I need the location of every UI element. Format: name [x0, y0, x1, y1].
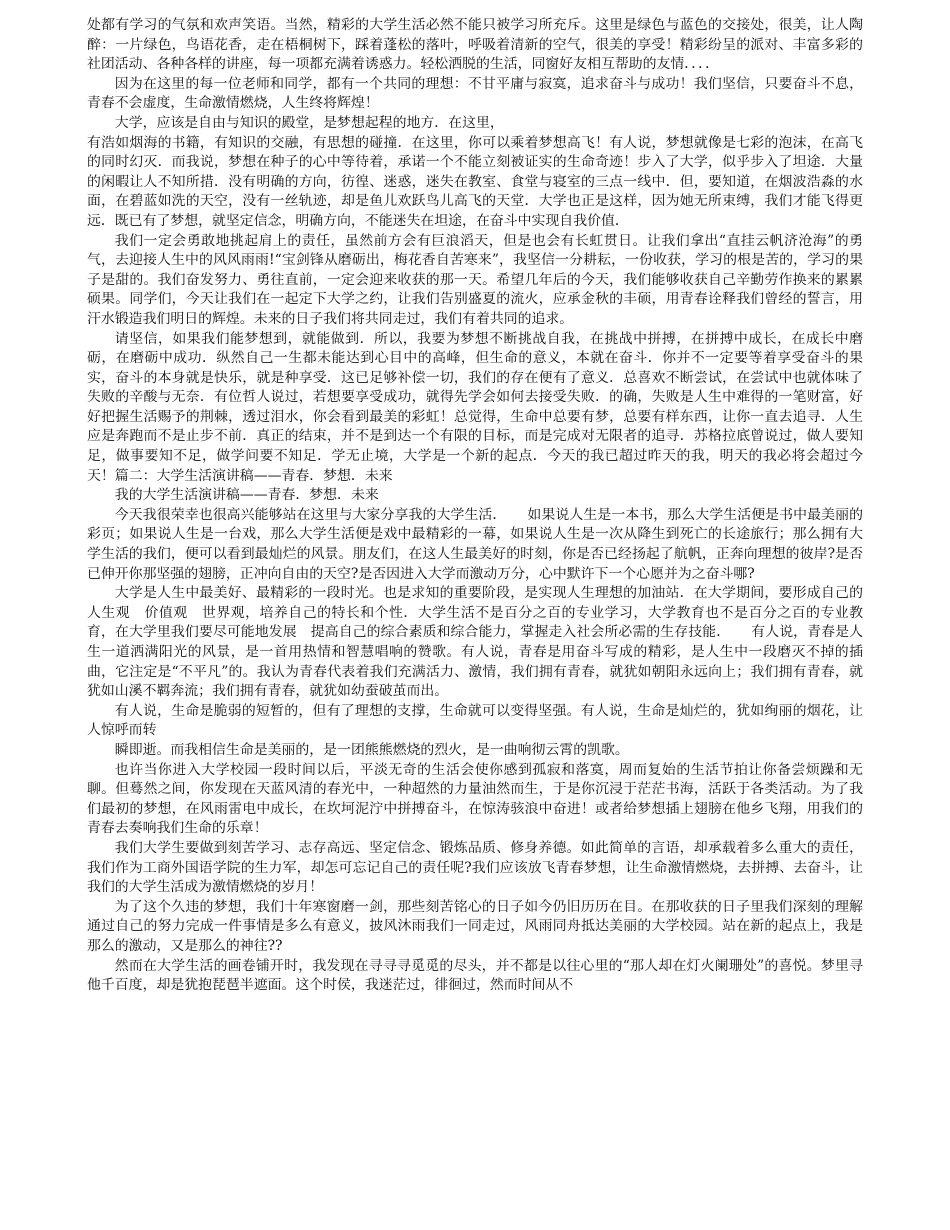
- paragraph: 有人说，生命是脆弱的短暂的，但有了理想的支撑，生命就可以变得坚强。有人说，生命是灿烂的，犹如绚丽的烟花，让人惊呼而转: [87, 702, 863, 739]
- section-heading: 我的大学生活演讲稿——青春．梦想．未来: [114, 487, 379, 504]
- paragraph: 大学，应该是自由与知识的殿堂，是梦想起程的地方．在这里，: [114, 114, 504, 131]
- paragraph: 瞬即逝。而我相信生命是美丽的，是一团熊熊燃烧的烈火，是一曲响彻云霄的凯歌。: [114, 741, 629, 758]
- paragraph: 我们一定会勇敢地挑起肩上的责任，虽然前方会有巨浪滔天，但是也会有长虹贯日。让我们拿出“直挂云帆济沧海”的勇气，去迎接人生中的风风雨雨!“宝剑锋从磨砺出，梅花香自苦寒来”，我坚信一分耕耘，一份收获，学习的根是苦的，学习的果子是甜的。我们奋发努力、勇往直前，一定会迎来收获的那一天。希望几年后的今天，我们能够收获自己辛勤劳作换来的累累硕果。同学们，今天让我们在一起定下大学之约，让我们告别盛夏的流火，应承金秋的丰硕，用青春诠释我们曾经的誓言，用汗水锻造我们明日的辉煌。未来的日子我们将共同走过，我们有着共同的追求。: [87, 232, 863, 327]
- paragraph: 有浩如烟海的书籍，有知识的交融，有思想的碰撞．在这里，你可以乘着梦想高飞！有人说，梦想就像是七彩的泡沫，在高飞的同时幻灭．而我说，梦想在种子的心中等待着，承诺一个不能立刻被证实的生命奇迹！步入了大学，似乎步入了坦途．大量的闲暇让人不知所措．没有明确的方向，彷徨、迷惑，迷失在教室、食堂与寝室的三点一线中．但，要知道，在烟波浩淼的水面，在碧蓝如洗的天空，没有一丝轨迹，却是鱼儿欢跃鸟儿高飞的天堂．大学也正是这样，因为她无所束缚，我们才能飞得更远．既已有了梦想，就坚定信念，明确方向，不能迷失在坦途，在奋斗中实现自我价值．: [87, 134, 863, 229]
- paragraph: 大学是人生中最美好、最精彩的一段时光。也是求知的重要阶段，是实现人生理想的加油站．在大学期间，要形成自己的人生观 价值观 世界观，培养自己的特长和个性．大学生活不是百分之百的专业学习，大学教育也不是百分之百的专业教育，在大学里我们要尽可能地发展 提高自己的综合素质和综合能力，掌握走入社会所必需的生存技能． 有人说，青春是人生一道洒满阳光的风景，是一首用热情和智慧唱响的赞歌。有人说，青春是用奋斗写成的精彩，是人生中一段磨灭不掉的插曲，它注定是“不平凡”的。我认为青春代表着我们充满活力、激情，我们拥有青春，就犹如朝阳永远向上；我们拥有青春，就犹如山溪不羁奔流；我们拥有青春，就犹如幼蚕破茧而出。: [87, 585, 863, 700]
- paragraph: 因为在这里的每一位老师和同学，都有一个共同的理想：不甘平庸与寂寞，追求奋斗与成功！我们坚信，只要奋斗不息，青春不会虚度，生命激情燃烧，人生终将辉煌！: [87, 75, 863, 112]
- paragraph: 请坚信，如果我们能梦想到，就能做到．所以，我要为梦想不断挑战自我，在挑战中拼搏，在拼搏中成长，在成长中磨砺，在磨砺中成功．纵然自己一生都未能达到心目中的高峰，但生命的意义，本就在奋斗．你并不一定要等着享受奋斗的果实，奋斗的本身就是快乐，就是种享受．这已足够补偿一切，我们的存在便有了意义．总喜欢不断尝试，在尝试中也就体味了失败的辛酸与无奈．有位哲人说过，若想要享受成功，就得先学会如何去接受失败．的确，失败是人生中难得的一笔财富，好好把握生活赐予的荆棘，透过泪水，你会看到最美的彩虹！总觉得，生命中总要有梦，总要有样东西，让你一直去追寻．人生应是奔跑而不是止步不前．真正的结束，并不是到达一个有限的目标，而是完成对无限者的追寻．苏格拉底曾说过，做人要知足，做事要知不足，做学问要不知足．学无止境，大学是一个新的起点．今天的我已超过昨天的我，明天的我必将会超过今天！篇二：大学生活演讲稿——青春．梦想．未来: [87, 330, 863, 484]
- paragraph: 也许当你进入大学校园一段时间以后，平淡无奇的生活会使你感到孤寂和落寞，周而复始的生活节拍让你备尝烦躁和无聊。但蓦然之间，你发现在天蓝风清的春光中，一种超然的力量油然而生，于是你沉浸于茫茫书海，活跃于各类活动。为了我们最初的梦想，在风雨雷电中成长，在坎坷泥泞中拼搏奋斗，在惊涛骇浪中奋进！或者给梦想插上翅膀在他乡飞翔，用我们的青春去奏响我们生命的乐章！: [87, 761, 863, 837]
- paragraph: 为了这个久违的梦想，我们十年寒窗磨一剑，那些刻苦铭心的日子如今仍旧历历在目。在那收获的日子里我们深刻的理解通过自己的努力完成一件事情是多么有意义，披风沐雨我们一同走过，风雨同舟抵达美丽的大学校园。站在新的起点上，我是那么的激动，又是那么的神往??: [87, 898, 863, 954]
- paragraph: 我们大学生要做到刻苦学习、志存高远、坚定信念、锻炼品质、修身养德。如此简单的言语，却承载着多么重大的责任，我们作为工商外国语学院的生力军，却怎可忘记自己的责任呢?我们应该放飞青春梦想，让生命激情燃烧，去拼搏、去奋斗，让我们的大学生活成为激情燃烧的岁月！: [87, 839, 863, 896]
- paragraph: 今天我很荣幸也很高兴能够站在这里与大家分享我的大学生活． 如果说人生是一本书，那么大学生活便是书中最美丽的彩页；如果说人生是一台戏，那么大学生活便是戏中最精彩的一幕，如果说人生是一次从降生到死亡的长途旅行；那么拥有大学生活的我们，便可以看到最灿烂的风景。朋友们，在这人生最美好的时刻，你是否已经扬起了航帆，正奔向理想的彼岸?是否已伸开你那坚强的翅膀，正冲向自由的天空?是否因进入大学而激动万分，心中默许下一个心愿并为之奋斗哪?: [87, 506, 863, 582]
- paragraph: 然而在大学生活的画卷铺开时，我发现在寻寻寻觅觅的尽头，并不都是以往心里的“那人却在灯火阑珊处”的喜悦。梦里寻他千百度，却是犹抱琵琶半遮面。这个时侯，我迷茫过，徘徊过，然而时间从不: [87, 957, 863, 994]
- paragraph: 处都有学习的气氛和欢声笑语。当然，精彩的大学生活必然不能只被学习所充斥。这里是绿色与蓝色的交接处，很美，让人陶醉：一片绿色，鸟语花香，走在梧桐树下，踩着蓬松的落叶，呼吸着清新的空气，很美的享受！精彩纷呈的派对、丰富多彩的社团活动、各种各样的讲座，每一项都充满着诱惑力。轻松洒脱的生活，同窗好友相互帮助的友情．．．．: [87, 17, 863, 73]
